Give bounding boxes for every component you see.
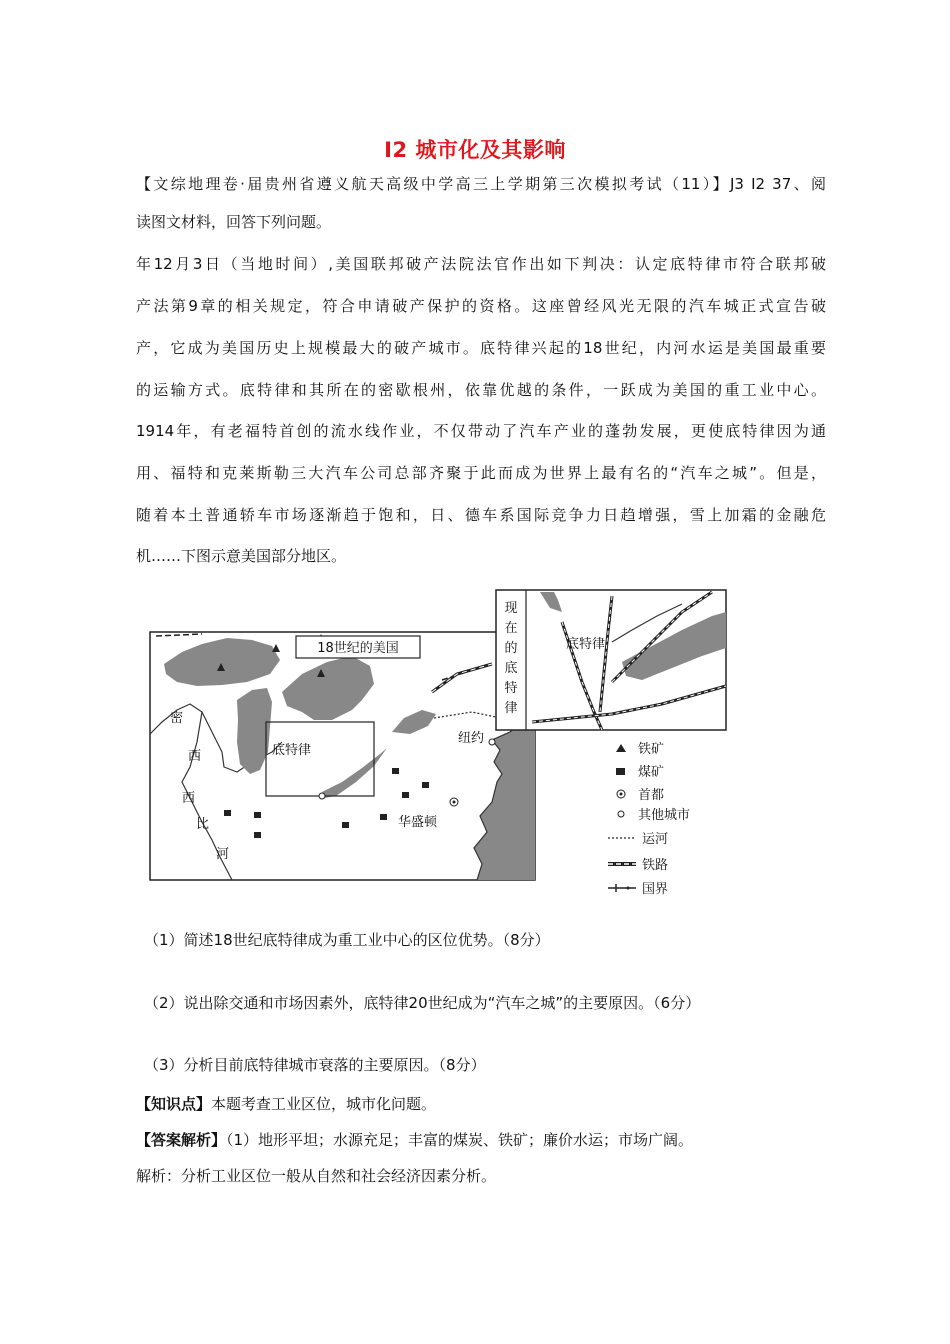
lake-superior xyxy=(164,638,280,686)
legend-railway-label: 铁路 xyxy=(642,858,669,873)
passage-line-2: 产法第9章的相关规定，符合申请破产保护的资格。这座曾经风光无限的汽车城正式宣告破 xyxy=(136,297,826,315)
detroit-dot xyxy=(319,793,325,799)
answer-label: 【答案解析】 xyxy=(136,1131,227,1149)
passage-line-6: 用、福特和克莱斯勒三大汽车公司总部齐聚于此而成为世界上最有名的“汽车之城”。但是， xyxy=(136,464,826,482)
washington-capital-center xyxy=(453,801,456,804)
coal-marker xyxy=(422,782,429,788)
inset-title-char-4: 底 xyxy=(504,661,518,676)
coal-marker xyxy=(392,768,399,774)
us-region-map xyxy=(142,582,747,902)
knowledge-point xyxy=(136,1094,826,1114)
answer-text: （1）地形平坦；水源充足；丰富的煤炭、铁矿；廉价水运；市场广阔。 xyxy=(226,1131,694,1149)
passage-line-8: 机……下图示意美国部分地区。 xyxy=(136,547,347,565)
label-washington: 华盛顿 xyxy=(398,815,438,830)
knowledge-label: 【知识点】 xyxy=(136,1095,212,1113)
iron-ore-marker xyxy=(272,644,280,652)
source-line-2: 读图文材料，回答下列问题。 xyxy=(136,213,332,231)
river-char-3: 西 xyxy=(182,791,196,806)
legend-coal-symbol xyxy=(616,768,625,775)
river-char-1: 密 xyxy=(170,711,184,726)
passage-line-5: 1914年，有老福特首创的流水线作业，不仅带动了汽车产业的蓬勃发展，更使底特律因为通 xyxy=(136,422,826,440)
inset-detroit-label: 底特律 xyxy=(566,637,606,652)
legend-coal-label: 煤矿 xyxy=(638,765,665,780)
coal-marker xyxy=(254,812,261,818)
inset-title-char-3: 的 xyxy=(504,641,518,656)
legend-other-city-label: 其他城市 xyxy=(638,808,691,823)
river-char-2: 西 xyxy=(188,749,202,764)
lake-erie xyxy=(322,748,387,798)
river-char-4: 比 xyxy=(196,817,210,832)
inset-title-char-6: 律 xyxy=(504,701,518,716)
page-title: I2 城市化及其影响 xyxy=(384,138,566,162)
passage-line-7: 随着本土普通轿车市场逐渐趋于饱和，日、德车系国际竞争力日趋增强，雪上加霜的金融危 xyxy=(136,506,826,524)
passage-line-3: 产，它成为美国历史上规模最大的破产城市。底特律兴起的18世纪，内河水运是美国最重要 xyxy=(136,339,826,357)
map-title: 18世纪的美国 xyxy=(317,641,399,656)
coal-marker xyxy=(342,822,349,828)
knowledge-text: 本题考查工业区位，城市化问题。 xyxy=(211,1095,437,1113)
coal-marker xyxy=(380,814,387,820)
coal-marker xyxy=(224,810,231,816)
question-1: （1）简述18世纪底特律成为重工业中心的区位优势。（8分） xyxy=(144,931,550,949)
label-detroit: 底特律 xyxy=(272,743,312,758)
railway-main-inner xyxy=(432,664,492,692)
inset-title-char-2: 在 xyxy=(504,621,518,636)
national-border-west xyxy=(156,634,202,636)
railway-main xyxy=(432,664,492,692)
river-char-5: 河 xyxy=(216,847,230,862)
passage-line-1: 年12月3日（当地时间）,美国联邦破产法院法官作出如下判决：认定底特律市符合联邦破 xyxy=(136,255,826,273)
newyork-dot xyxy=(489,739,495,745)
question-2: （2）说出除交通和市场因素外，底特律20世纪成为“汽车之城”的主要原因。（6分） xyxy=(144,994,701,1012)
lake-michigan xyxy=(237,688,272,774)
legend-border-label: 国界 xyxy=(642,882,669,897)
coal-marker xyxy=(402,792,409,798)
inset-title-char-1: 现 xyxy=(504,601,518,616)
legend-iron-symbol xyxy=(616,744,626,752)
legend-other-city-symbol xyxy=(618,811,624,817)
legend-iron-label: 铁矿 xyxy=(638,742,665,757)
question-3: （3）分析目前底特律城市衰落的主要原因。（8分） xyxy=(144,1056,486,1074)
analysis-line: 解析：分析工业区位一般从自然和社会经济因素分析。 xyxy=(136,1167,497,1185)
lake-ontario xyxy=(392,710,436,734)
source-line-1: 【文综地理卷·届贵州省遵义航天高级中学高三上学期第三次模拟考试（11）】J3 I2 37、阅 xyxy=(136,175,826,193)
detroit-locator-box xyxy=(266,722,374,796)
passage-line-4: 的运输方式。底特律和其所在的密歇根州，依靠优越的条件，一跃成为美国的重工业中心。 xyxy=(136,381,826,399)
label-newyork: 纽约 xyxy=(458,731,485,746)
lake-huron xyxy=(282,656,374,720)
coal-marker xyxy=(254,832,261,838)
inset-title-char-5: 特 xyxy=(504,681,518,696)
legend-canal-label: 运河 xyxy=(642,832,669,847)
answer-line xyxy=(136,1130,826,1150)
legend-capital-label: 首都 xyxy=(638,788,665,803)
